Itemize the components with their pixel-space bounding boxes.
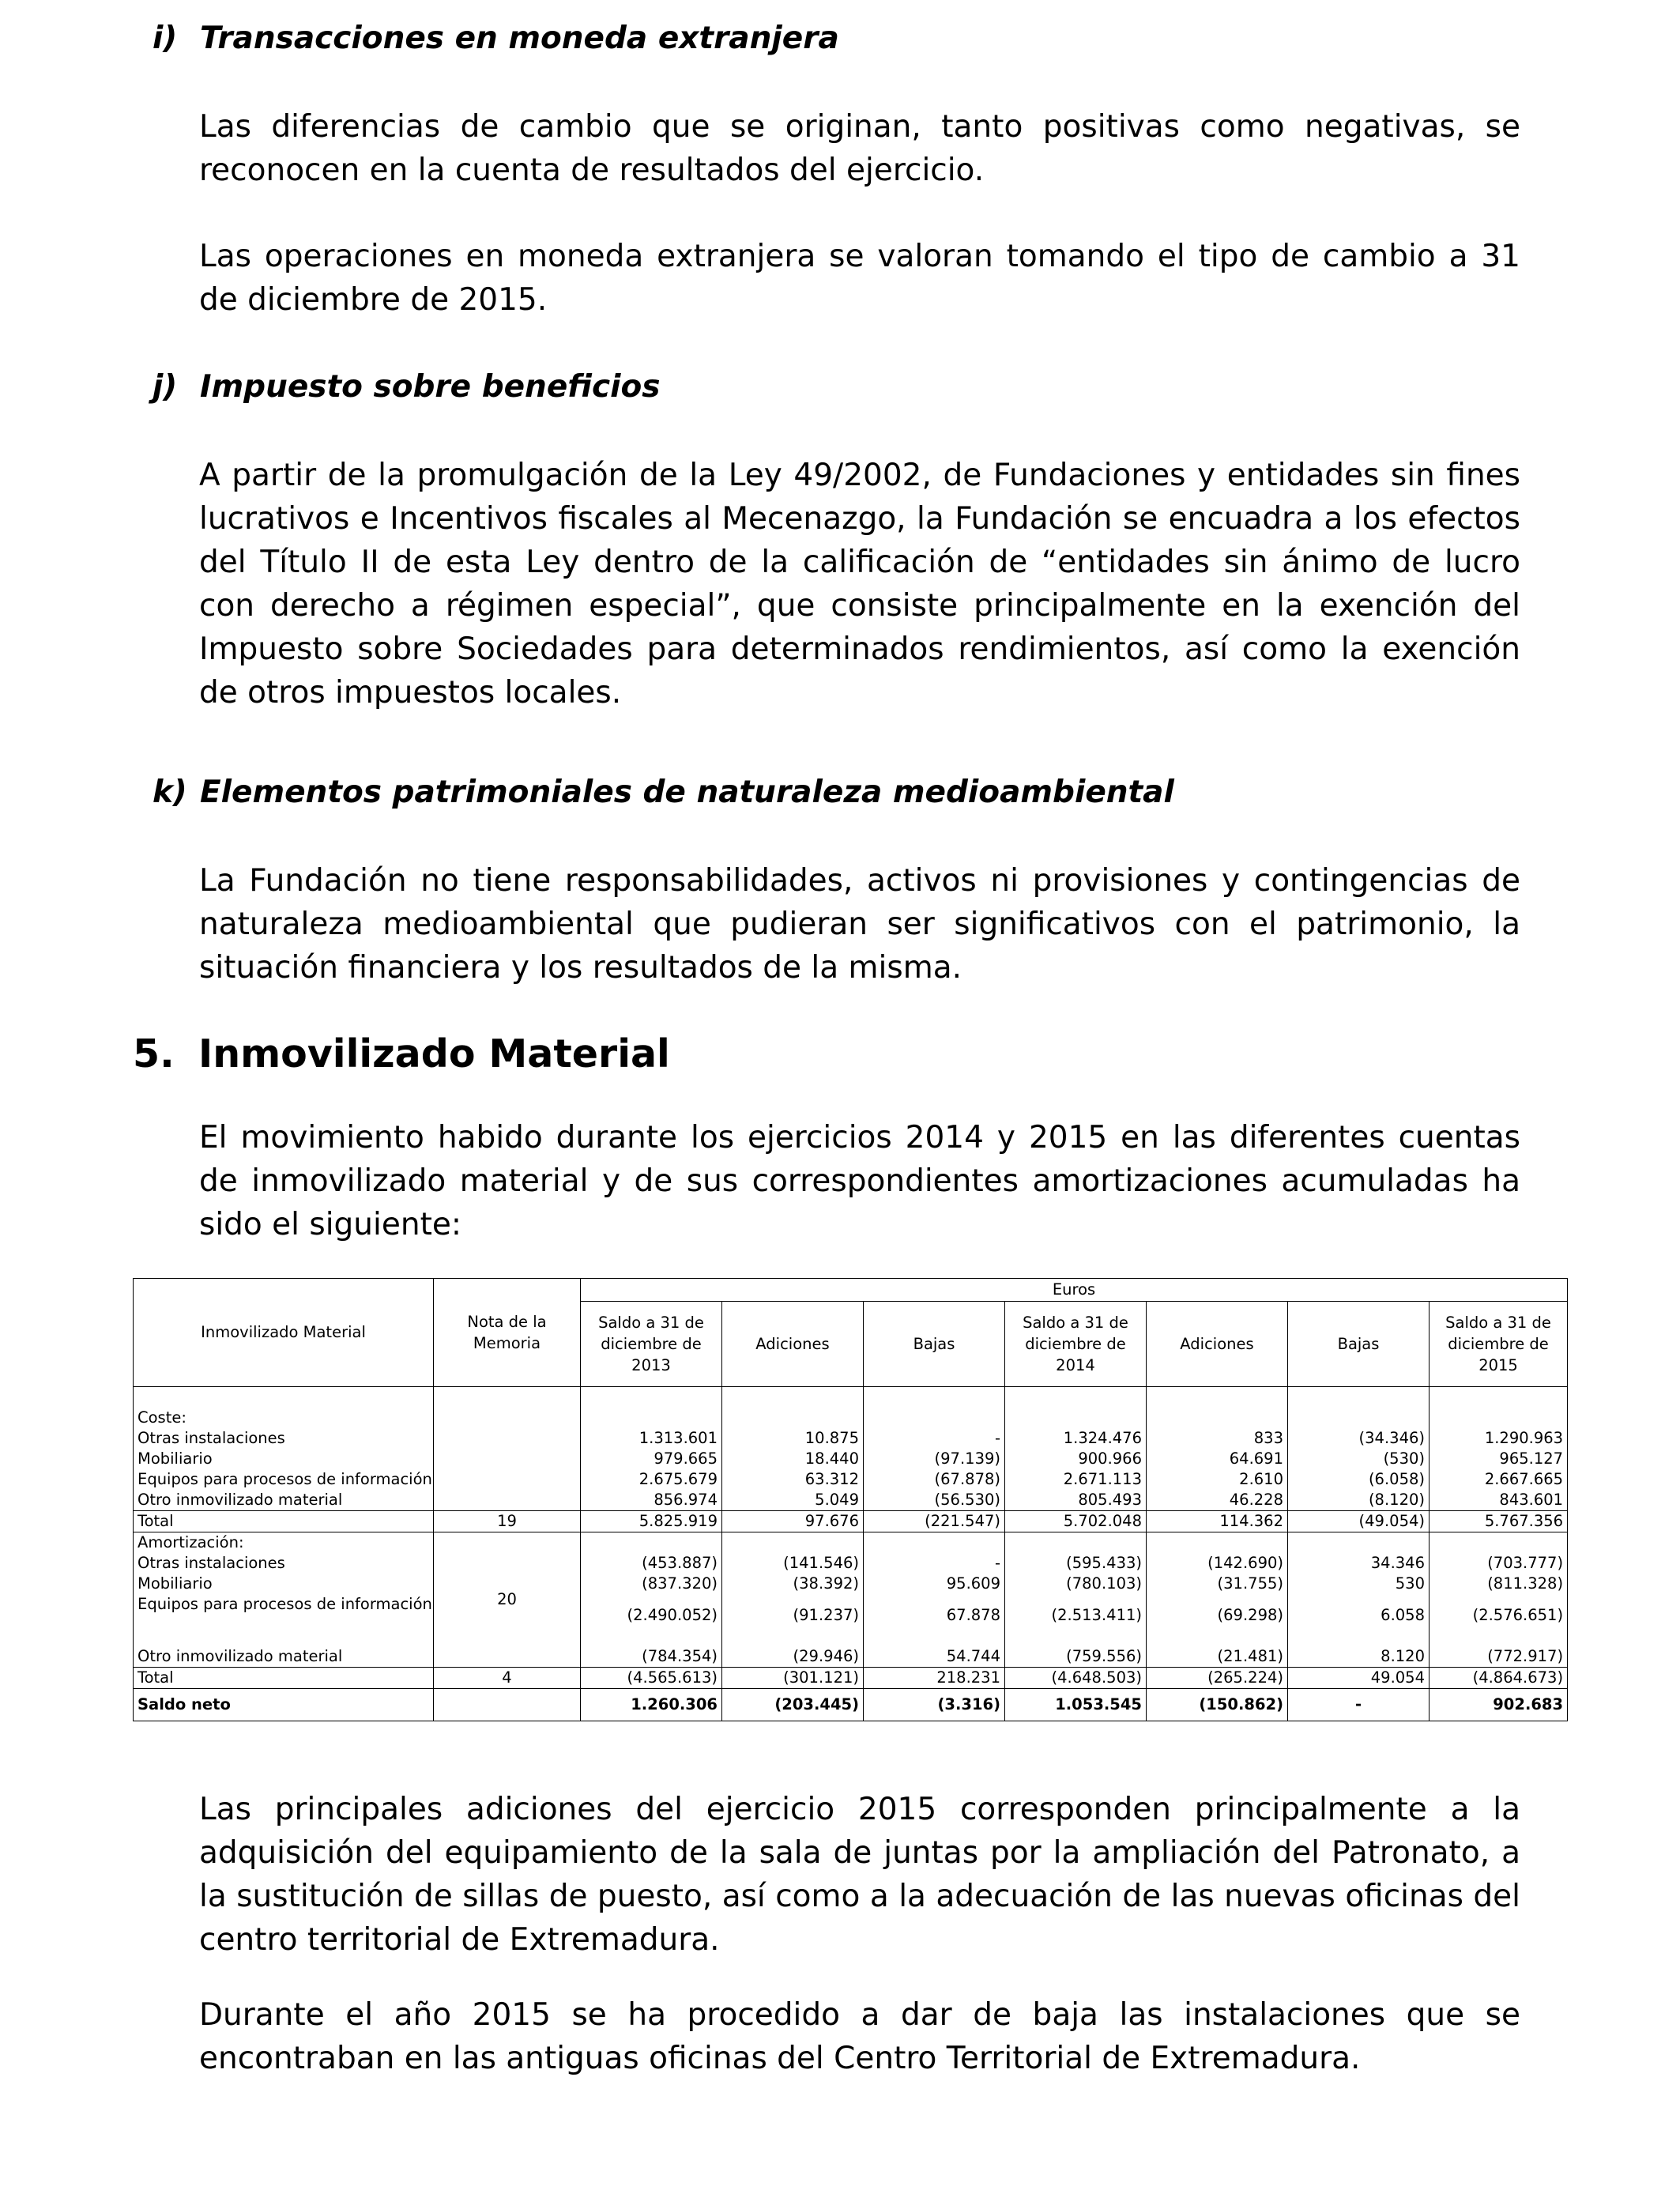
coste-note-cell — [434, 1387, 581, 1511]
header-col-2: Adiciones — [722, 1302, 864, 1387]
table-cell: 2.610 — [1239, 1470, 1283, 1488]
section-k-paragraph-1: La Fundación no tiene responsabilidades, activos ni provisiones y contingencias de naturaleza medioambiental que pudieran ser significativos con el patrimonio, la situación financiera y los resultados de la misma. — [199, 863, 1520, 986]
header-item-label: Inmovilizado Material — [201, 1323, 366, 1341]
table-cell: 900.966 — [1078, 1449, 1142, 1468]
amortizacion-col-4 — [1005, 1532, 1147, 1668]
coste-col-4 — [1005, 1387, 1147, 1511]
amortizacion-col-7 — [1430, 1532, 1568, 1668]
table-cell: (2.513.411) — [1051, 1606, 1142, 1624]
table-cell: (203.445) — [722, 1689, 864, 1721]
amortizacion-block — [134, 1532, 1568, 1668]
table-cell: 1.290.963 — [1484, 1429, 1564, 1447]
table-cell: (3.316) — [864, 1689, 1005, 1721]
table-row — [134, 1668, 1568, 1689]
header-col-7: Saldo a 31 de diciembre de 2015 — [1430, 1302, 1568, 1387]
table-cell: 67.878 — [946, 1606, 1000, 1624]
table-cell: (91.237) — [793, 1606, 859, 1624]
saldo-neto-label: Saldo neto — [134, 1689, 434, 1721]
table-cell: 63.312 — [804, 1470, 859, 1488]
table-cell: 5.767.356 — [1430, 1511, 1568, 1532]
table-cell: 8.120 — [1381, 1647, 1425, 1665]
coste-col-3 — [864, 1387, 1005, 1511]
table-cell: 530 — [1395, 1574, 1425, 1593]
table-cell: (8.120) — [1368, 1491, 1425, 1509]
section-i-paragraph-2: Las operaciones en moneda extranjera se valoran tomando el tipo de cambio a 31 de diciembre de 2015. — [199, 239, 1520, 318]
amortizacion-col-1 — [581, 1532, 722, 1668]
table-cell: 5.049 — [815, 1491, 859, 1509]
table-cell: (69.298) — [1217, 1606, 1283, 1624]
table-cell: 979.665 — [654, 1449, 718, 1468]
table-cell: 2.675.679 — [638, 1470, 718, 1488]
table-cell: (4.565.613) — [581, 1668, 722, 1689]
amortizacion-col-6 — [1288, 1532, 1430, 1668]
header-col-5: Adiciones — [1147, 1302, 1288, 1387]
table-cell: (221.547) — [864, 1511, 1005, 1532]
coste-heading: Coste: — [137, 1408, 186, 1427]
table-cell: 10.875 — [804, 1429, 859, 1447]
table-cell: 965.127 — [1499, 1449, 1564, 1468]
table-cell: - — [1288, 1689, 1430, 1721]
section-j-title: Impuesto sobre beneficios — [200, 369, 661, 405]
spacer — [137, 1615, 429, 1646]
table-cell: 1.313.601 — [638, 1429, 718, 1447]
table-cell: 1.260.306 — [581, 1689, 722, 1721]
table-cell: 843.601 — [1499, 1491, 1564, 1509]
amortizacion-col-5 — [1147, 1532, 1288, 1668]
header-note-label: Nota de la Memoria — [467, 1313, 547, 1352]
table-cell: 34.346 — [1370, 1554, 1425, 1572]
table-cell: (29.946) — [793, 1647, 859, 1665]
table-row-saldo-neto — [134, 1689, 1568, 1721]
coste-col-2 — [722, 1387, 864, 1511]
table-cell: (595.433) — [1066, 1554, 1142, 1572]
table-cell: (6.058) — [1368, 1470, 1425, 1488]
table-cell: 95.609 — [946, 1574, 1000, 1593]
coste-block — [134, 1387, 1568, 1511]
amortizacion-total-label: Total — [134, 1668, 434, 1689]
coste-labels — [134, 1387, 434, 1511]
section-i-title: Transacciones en moneda extranjera — [200, 21, 839, 56]
table-cell: (780.103) — [1066, 1574, 1142, 1593]
amortizacion-col-2 — [722, 1532, 864, 1668]
chapter-title: Inmovilizado Material — [198, 1031, 670, 1076]
table-cell: 5.702.048 — [1005, 1511, 1147, 1532]
table-cell: 6.058 — [1381, 1606, 1425, 1624]
coste-row-label: Otras instalaciones — [137, 1429, 285, 1447]
table-cell: (811.328) — [1487, 1574, 1564, 1593]
table-cell: - — [994, 1554, 1000, 1572]
table-cell: (453.887) — [642, 1554, 718, 1572]
table-row — [134, 1511, 1568, 1532]
table-cell: 18.440 — [804, 1449, 859, 1468]
table-header-row-euros — [134, 1279, 1568, 1302]
table-cell: 218.231 — [864, 1668, 1005, 1689]
header-col-6: Bajas — [1288, 1302, 1430, 1387]
table-cell: 805.493 — [1078, 1491, 1142, 1509]
amortizacion-row-label: Equipos para procesos de información — [137, 1595, 432, 1613]
table-cell: 54.744 — [946, 1647, 1000, 1665]
section-j-paragraph-1: A partir de la promulgación de la Ley 49/2002, de Fundaciones y entidades sin fines lucrativos e Incentivos fiscales al Mecenazgo, la Fundación se encuadra a los efectos del Título II de esta Ley dentro de la calificación de “entidades sin ánimo de lucro con derecho a régimen especial”, que consiste principalmente en la exención del Impuesto sobre Sociedades para determinados rendimientos, así como la exención de otros impuestos locales. — [199, 458, 1520, 711]
amortizacion-row-label: Mobiliario — [137, 1574, 213, 1593]
table-cell: (2.490.052) — [627, 1606, 718, 1624]
header-note-cell — [434, 1279, 581, 1387]
amortizacion-col-3 — [864, 1532, 1005, 1668]
coste-col-1 — [581, 1387, 722, 1511]
table-cell: 49.054 — [1288, 1668, 1430, 1689]
table-cell: (21.481) — [1217, 1647, 1283, 1665]
header-col-1: Saldo a 31 de diciembre de 2013 — [581, 1302, 722, 1387]
table-cell: (837.320) — [642, 1574, 718, 1593]
header-col-3: Bajas — [864, 1302, 1005, 1387]
header-col-4: Saldo a 31 de diciembre de 2014 — [1005, 1302, 1147, 1387]
table-cell: 46.228 — [1229, 1491, 1283, 1509]
table-cell: (530) — [1383, 1449, 1425, 1468]
table-cell: (49.054) — [1288, 1511, 1430, 1532]
fixed-assets-table — [133, 1278, 1568, 1721]
table-cell: (759.556) — [1066, 1647, 1142, 1665]
table-cell: (4.648.503) — [1005, 1668, 1147, 1689]
coste-row-label: Equipos para procesos de información — [137, 1470, 432, 1488]
table-cell: 2.667.665 — [1484, 1470, 1564, 1488]
table-cell: (772.917) — [1487, 1647, 1564, 1665]
table-cell: - — [994, 1429, 1000, 1447]
table-cell: (301.121) — [722, 1668, 864, 1689]
section-j-label: j) — [153, 369, 178, 405]
section-k-title: Elementos patrimoniales de naturaleza medioambiental — [200, 775, 1174, 810]
table-cell: 114.362 — [1147, 1511, 1288, 1532]
table-cell: 1.053.545 — [1005, 1689, 1147, 1721]
amortizacion-row-label: Otras instalaciones — [137, 1554, 285, 1572]
table-cell: (265.224) — [1147, 1668, 1288, 1689]
section-i-label: i) — [153, 21, 178, 56]
amortizacion-total-note: 4 — [434, 1668, 581, 1689]
table-cell: 97.676 — [722, 1511, 864, 1532]
coste-row-label: Otro inmovilizado material — [137, 1491, 343, 1509]
table-cell: 1.324.476 — [1063, 1429, 1142, 1447]
coste-total-note: 19 — [434, 1511, 581, 1532]
amortizacion-note: 20 — [434, 1532, 581, 1668]
coste-col-5 — [1147, 1387, 1288, 1511]
table-cell: (2.576.651) — [1472, 1606, 1564, 1624]
closing-paragraph-2: Durante el año 2015 se ha procedido a dar de baja las instalaciones que se encontraban en las antiguas oficinas del Centro Territorial de Extremadura. — [199, 1997, 1520, 2076]
header-euros-cell — [581, 1279, 1568, 1302]
section-k-label: k) — [153, 775, 187, 810]
table-cell: 64.691 — [1229, 1449, 1283, 1468]
table-cell: 5.825.919 — [581, 1511, 722, 1532]
section-i-paragraph-1: Las diferencias de cambio que se originan, tanto positivas como negativas, se reconocen en la cuenta de resultados del ejercicio. — [199, 109, 1520, 188]
table-cell: (703.777) — [1487, 1554, 1564, 1572]
table-cell: 902.683 — [1430, 1689, 1568, 1721]
table-cell: (97.139) — [934, 1449, 1000, 1468]
header-item-cell — [134, 1279, 434, 1387]
table-cell: 2.671.113 — [1063, 1470, 1142, 1488]
table-cell: (150.862) — [1147, 1689, 1288, 1721]
table-cell: (38.392) — [793, 1574, 859, 1593]
table-cell: 856.974 — [654, 1491, 718, 1509]
closing-paragraph-1: Las principales adiciones del ejercicio 2015 corresponden principalmente a la adquisición del equipamiento de la sala de juntas por la ampliación del Patronato, a la sustitución de sillas de puesto, así como a la adecuación de las nuevas oficinas del centro territorial de Extremadura. — [199, 1792, 1520, 1958]
table-cell: (34.346) — [1358, 1429, 1425, 1447]
table-cell: (784.354) — [642, 1647, 718, 1665]
amortizacion-row-label: Otro inmovilizado material — [137, 1647, 343, 1665]
table-cell: (31.755) — [1217, 1574, 1283, 1593]
coste-col-6 — [1288, 1387, 1430, 1511]
table-cell: 833 — [1253, 1429, 1283, 1447]
header-euros-label: Euros — [1052, 1280, 1096, 1299]
saldo-neto-note — [434, 1689, 581, 1721]
table-cell: (67.878) — [934, 1470, 1000, 1488]
table-cell: (141.546) — [783, 1554, 859, 1572]
table-cell: (142.690) — [1207, 1554, 1283, 1572]
table-cell: (56.530) — [934, 1491, 1000, 1509]
chapter-intro: El movimiento habido durante los ejercicios 2014 y 2015 en las diferentes cuentas de inmovilizado material y de sus correspondientes amortizaciones acumuladas ha sido el siguiente: — [199, 1120, 1520, 1242]
coste-col-7 — [1430, 1387, 1568, 1511]
table-cell: (4.864.673) — [1430, 1668, 1568, 1689]
amortizacion-labels — [134, 1532, 434, 1668]
amortizacion-heading: Amortización: — [137, 1533, 244, 1551]
chapter-number: 5. — [133, 1031, 175, 1076]
coste-row-label: Mobiliario — [137, 1449, 213, 1468]
coste-total-label: Total — [134, 1511, 434, 1532]
